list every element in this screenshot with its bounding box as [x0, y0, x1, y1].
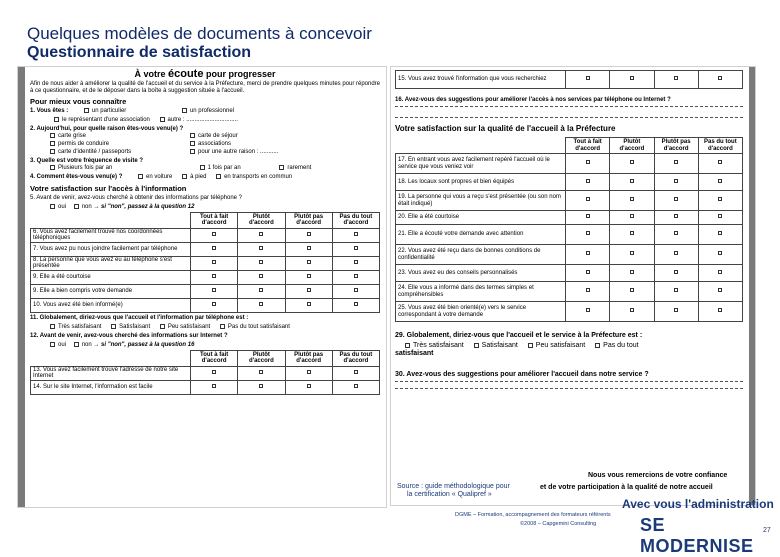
- section-heading: Pour mieux vous connaître: [30, 97, 127, 106]
- checkbox[interactable]: [674, 214, 678, 218]
- checkbox[interactable]: [586, 308, 590, 312]
- checkbox[interactable]: [307, 274, 311, 278]
- checkbox[interactable]: [212, 370, 216, 374]
- reception-satisfaction-table: Tout à fait d'accord Plutôt d'accord Plutôt pas d'accord Pas du tout d'accord 17. En entrant vous avez facilement repéré l'accueil où le service que vous veniez voir 18. Les locaux sont propres et bien équipés 19. La personne qui vous a reçu s'est présentée (ou son nom était indiqué) 20. Elle a été courtoise 21. Elle a écouté votre demande avec attention 22. Vous avez été reçu dans de bonnes conditions de confidentialité 23. Vous avez eu des conseils personnalisés 24. Elle vous a informé dans des termes simples et compréhensibles 25. Vous avez été bien orienté(e) vers le service correspondant à votre demande: [395, 137, 743, 322]
- checkbox[interactable]: [212, 384, 216, 388]
- slide-title: Quelques modèles de documents à concevoir: [27, 24, 372, 43]
- questionnaire-page-left: À votre écoute pour progresser Afin de nous aider à améliorer la qualité de l'accueil et du service à la Préfecture, merci de prendre quelques minutes pour répondre à ce questionnaire, et de le déposer dans la boîte à suggestion située à l'accueil. Pour mieux vous connaître 1. Vous êtes : un particulier un professionnel le représentant d'une association autre : ............................... 2. Aujourd'hui, pour quelle raison êtes-vous venu(e) ? carte grise carte de séjour permis de conduire associations carte d'identité / passeports pour une autre raison : ........... 3. Quelle est votre fréquence de visite ? Plusieurs fois par an 1 fois par an rarement 4. Comment êtes-vous venu(e) ? en voiture à pied en transports en commun Votre satisfaction sur l'accès à l'information 5. Avant de venir, avez-vous cherché à obtenir des informations par téléphone ? oui non → si "non", passez à la question 12 Tout à fait d'accord Plutôt d'accord Plutôt pas d'accord Pas du tout d'accord 6. Vous avez facilement trouvé nos coordonnées téléphoniques 7. Vous avez pu nous joindre facilement par téléphone 8. La personne que vous avez eu au téléphone s'est présentée 9. Elle a été courtoise 9. Elle a bien compris votre demande 10. Vous avez été bien informé(e) 11. Globalement, diriez-vous que l'accueil et l'information par téléphone est : Très satisfaisant Satisfaisant Peu satisfaisant Pas du tout satisfaisant 12. Avant de venir, avez-vous cherché des informations sur Internet ? oui non → si "non", passez à la question 16 Tout à fait d'accord Plutôt d'accord Plutôt pas d'accord Pas du tout d'accord 13. Vous avez facilement trouvé l'adresse de notre site Internet 14. Sur le site Internet, l'information est facile: [17, 66, 387, 508]
- checkbox[interactable]: [586, 251, 590, 255]
- checkbox[interactable]: [354, 302, 358, 306]
- checkbox[interactable]: [630, 308, 634, 312]
- question-3: 3. Quelle est votre fréquence de visite ?: [30, 158, 144, 165]
- table-row: 22. Vous avez été reçu dans de bonnes conditions de confidentialité: [396, 245, 743, 265]
- checkbox[interactable]: [259, 384, 263, 388]
- table-row: 15. Vous avez trouvé l'information que vous recherchiez: [396, 71, 743, 89]
- checkbox[interactable]: [718, 231, 722, 235]
- checkbox[interactable]: [307, 232, 311, 236]
- checkbox[interactable]: [674, 76, 678, 80]
- checkbox[interactable]: [630, 231, 634, 235]
- checkbox[interactable]: [259, 232, 263, 236]
- table-row: 7. Vous avez pu nous joindre facilement par téléphone: [31, 242, 380, 256]
- question-12: 12. Avant de venir, avez-vous cherché des informations sur Internet ?: [30, 332, 228, 339]
- checkbox[interactable]: [586, 179, 590, 183]
- table-row: 23. Vous avez eu des conseils personnalisés: [396, 265, 743, 282]
- checkbox[interactable]: [405, 343, 410, 348]
- question-4: 4. Comment êtes-vous venu(e) ? en voiture à pied en transports en commun: [30, 174, 293, 181]
- page-shadow: [749, 67, 755, 505]
- checkbox[interactable]: [630, 288, 634, 292]
- checkbox[interactable]: [212, 246, 216, 250]
- table-row: 9. Elle a bien compris votre demande: [31, 284, 380, 298]
- left-banner: À votre écoute pour progresser: [134, 68, 276, 80]
- checkbox[interactable]: [212, 232, 216, 236]
- checkbox[interactable]: [630, 251, 634, 255]
- checkbox[interactable]: [307, 370, 311, 374]
- checkbox[interactable]: [718, 308, 722, 312]
- thanks-text-2: et de votre participation à la qualité de notre accueil: [540, 484, 713, 491]
- question-11: 11. Globalement, diriez-vous que l'accueil et l'information par téléphone est :: [30, 314, 249, 321]
- checkbox[interactable]: [138, 174, 143, 179]
- checkbox[interactable]: [630, 197, 634, 201]
- question-29: 29. Globalement, diriez-vous que l'accueil et le service à la Préfecture est :: [395, 332, 643, 339]
- checkbox[interactable]: [674, 231, 678, 235]
- checkbox[interactable]: [718, 288, 722, 292]
- checkbox[interactable]: [307, 384, 311, 388]
- checkbox[interactable]: [630, 160, 634, 164]
- table-row: 13. Vous avez facilement trouvé l'adresse de notre site Internet: [31, 366, 380, 380]
- checkbox[interactable]: [354, 260, 358, 264]
- source-caption: Source : guide méthodologique pour la certification « Qualipref »: [394, 482, 534, 504]
- checkbox[interactable]: [307, 260, 311, 264]
- checkbox[interactable]: [50, 149, 55, 154]
- table-row: 19. La personne qui vous a reçu s'est présentée (ou son nom était indiqué): [396, 191, 743, 211]
- checkbox[interactable]: [50, 324, 55, 329]
- table-row: 8. La personne que vous avez eu au téléphone s'est présentée: [31, 256, 380, 270]
- checkbox[interactable]: [630, 179, 634, 183]
- footer-credit: DGME – Formation, accompagnement des formateurs référents: [455, 512, 611, 518]
- footer-copyright: ©2008 – Capgemini Consulting: [520, 521, 597, 527]
- checkbox[interactable]: [212, 274, 216, 278]
- checkbox[interactable]: [74, 342, 79, 347]
- checkbox[interactable]: [50, 342, 55, 347]
- table-row: 14. Sur le site Internet, l'information est facile: [31, 380, 380, 394]
- checkbox[interactable]: [354, 288, 358, 292]
- checkbox[interactable]: [718, 76, 722, 80]
- checkbox[interactable]: [718, 160, 722, 164]
- checkbox[interactable]: [586, 270, 590, 274]
- checkbox[interactable]: [474, 343, 479, 348]
- thanks-text: Nous vous remercions de votre confiance: [588, 472, 728, 479]
- checkbox[interactable]: [586, 214, 590, 218]
- table-row: 10. Vous avez été bien informé(e): [31, 298, 380, 312]
- checkbox[interactable]: [182, 108, 187, 113]
- table-row: 9. Elle a été courtoise: [31, 270, 380, 284]
- question-5: 5. Avant de venir, avez-vous cherché à obtenir des informations par téléphone ?: [30, 194, 243, 201]
- section-heading: Votre satisfaction sur la qualité de l'accueil à la Préfecture: [395, 124, 616, 133]
- checkbox[interactable]: [630, 214, 634, 218]
- brand-logo-text: SE MODERNISE: [640, 515, 754, 556]
- page-shadow: [18, 67, 25, 507]
- checkbox[interactable]: [212, 302, 216, 306]
- checkbox[interactable]: [718, 179, 722, 183]
- checkbox[interactable]: [74, 204, 79, 209]
- q15-row: [395, 70, 743, 89]
- question-2: 2. Aujourd'hui, pour quelle raison êtes-vous venu(e) ?: [30, 126, 184, 133]
- table-row: 21. Elle a écouté votre demande avec attention: [396, 225, 743, 245]
- checkbox[interactable]: [674, 251, 678, 255]
- questionnaire-page-right: 15. Vous avez trouvé l'information que vous recherchiez 16. Avez-vous des suggestions pour améliorer l'accès à nos services par téléphone ou Internet ? Votre satisfaction sur la qualité de l'accueil à la Préfecture Tout à fait d'accord Plutôt d'accord Plutôt pas d'accord Pas du tout d'accord 17. En entrant vous avez facilement repéré l'accueil où le service que vous veniez voir 18. Les locaux sont propres et bien équipés 19. La personne qui vous a reçu s'est présentée (ou son nom était indiqué) 20. Elle a été courtoise 21. Elle a écouté votre demande avec attention 22. Vous avez été reçu dans de bonnes conditions de confidentialité 23. Vous avez eu des conseils personnalisés 24. Elle vous a informé dans des termes simples et compréhensibles 25. Vous avez été bien orienté(e) vers le service correspondant à votre demande 29. Globalement, diriez-vous que l'accueil et le service à la Préfecture est : Très satisfaisant Satisfaisant Peu satisfaisant Pas du tout satisfaisant 30. Avez-vous des suggestions pour améliorer l'accueil dans notre service ?: [390, 66, 756, 506]
- checkbox[interactable]: [259, 274, 263, 278]
- checkbox[interactable]: [354, 370, 358, 374]
- checkbox[interactable]: [190, 149, 195, 154]
- checkbox[interactable]: [54, 117, 59, 122]
- question-1: 1. Vous êtes : un particulier un professionnel: [30, 108, 234, 115]
- checkbox[interactable]: [354, 384, 358, 388]
- checkbox[interactable]: [528, 343, 533, 348]
- checkbox[interactable]: [586, 76, 590, 80]
- section-heading: Votre satisfaction sur l'accès à l'information: [30, 183, 187, 193]
- checkbox[interactable]: [259, 288, 263, 292]
- checkbox[interactable]: [50, 165, 55, 170]
- checkbox[interactable]: [259, 302, 263, 306]
- page-number: 27: [763, 527, 771, 534]
- checkbox[interactable]: [718, 197, 722, 201]
- checkbox[interactable]: [718, 251, 722, 255]
- checkbox[interactable]: [190, 133, 195, 138]
- checkbox[interactable]: [200, 165, 205, 170]
- question-16: 16. Avez-vous des suggestions pour améliorer l'accès à nos services par téléphone ou Internet ?: [395, 97, 671, 103]
- checkbox[interactable]: [50, 133, 55, 138]
- checkbox[interactable]: [111, 324, 116, 329]
- checkbox[interactable]: [307, 246, 311, 250]
- checkbox[interactable]: [630, 76, 634, 80]
- checkbox[interactable]: [220, 324, 225, 329]
- checkbox[interactable]: [718, 270, 722, 274]
- checkbox[interactable]: [307, 288, 311, 292]
- table-row: 17. En entrant vous avez facilement repéré l'accueil où le service que vous veniez voir: [396, 154, 743, 174]
- checkbox[interactable]: [259, 246, 263, 250]
- checkbox[interactable]: [50, 204, 55, 209]
- phone-satisfaction-table: Tout à fait d'accord Plutôt d'accord Plutôt pas d'accord Pas du tout d'accord 6. Vous avez facilement trouvé nos coordonnées téléphoniques 7. Vous avez pu nous joindre facilement par téléphone 8. La personne que vous avez eu au téléphone s'est présentée 9. Elle a été courtoise 9. Elle a bien compris votre demande 10. Vous avez été bien informé(e): [30, 212, 380, 313]
- checkbox[interactable]: [586, 160, 590, 164]
- checkbox[interactable]: [630, 270, 634, 274]
- checkbox[interactable]: [259, 370, 263, 374]
- slide-subtitle: Questionnaire de satisfaction: [27, 44, 252, 61]
- checkbox[interactable]: [354, 232, 358, 236]
- checkbox[interactable]: [259, 260, 263, 264]
- checkbox[interactable]: [674, 270, 678, 274]
- checkbox[interactable]: [190, 141, 195, 146]
- checkbox[interactable]: [160, 117, 165, 122]
- brand-tagline: Avec vous l'administration: [622, 497, 774, 511]
- checkbox[interactable]: [212, 288, 216, 292]
- checkbox[interactable]: [586, 231, 590, 235]
- checkbox[interactable]: [595, 343, 600, 348]
- checkbox[interactable]: [674, 197, 678, 201]
- table-row: 18. Les locaux sont propres et bien équipés: [396, 174, 743, 191]
- table-row: 6. Vous avez facilement trouvé nos coordonnées téléphoniques: [31, 228, 380, 242]
- q29-tail: satisfaisant: [395, 350, 434, 357]
- checkbox[interactable]: [674, 308, 678, 312]
- table-row: 25. Vous avez été bien orienté(e) vers le service correspondant à votre demande: [396, 302, 743, 322]
- checkbox[interactable]: [279, 165, 284, 170]
- checkbox[interactable]: [182, 174, 187, 179]
- checkbox[interactable]: [674, 160, 678, 164]
- checkbox[interactable]: [307, 302, 311, 306]
- checkbox[interactable]: [160, 324, 165, 329]
- checkbox[interactable]: [50, 141, 55, 146]
- checkbox[interactable]: [718, 214, 722, 218]
- checkbox[interactable]: [84, 108, 89, 113]
- checkbox[interactable]: [674, 288, 678, 292]
- internet-satisfaction-table: Tout à fait d'accord Plutôt d'accord Plutôt pas d'accord Pas du tout d'accord 13. Vous avez facilement trouvé l'adresse de notre site Internet 14. Sur le site Internet, l'information est facile: [30, 350, 380, 395]
- checkbox[interactable]: [586, 288, 590, 292]
- table-row: 20. Elle a été courtoise: [396, 211, 743, 225]
- checkbox[interactable]: [216, 174, 221, 179]
- checkbox[interactable]: [354, 246, 358, 250]
- table-row: 24. Elle vous a informé dans des termes simples et compréhensibles: [396, 282, 743, 302]
- checkbox[interactable]: [212, 260, 216, 264]
- intro-text: Afin de nous aider à améliorer la qualité de l'accueil et du service à la Préfecture, merci de prendre quelques minutes pour répondre à ce questionnaire, et de le déposer dans la boîte à suggestion située à l'accueil.: [30, 81, 381, 94]
- checkbox[interactable]: [586, 197, 590, 201]
- question-30: 30. Avez-vous des suggestions pour améliorer l'accueil dans notre service ?: [395, 371, 649, 378]
- checkbox[interactable]: [354, 274, 358, 278]
- checkbox[interactable]: [674, 179, 678, 183]
